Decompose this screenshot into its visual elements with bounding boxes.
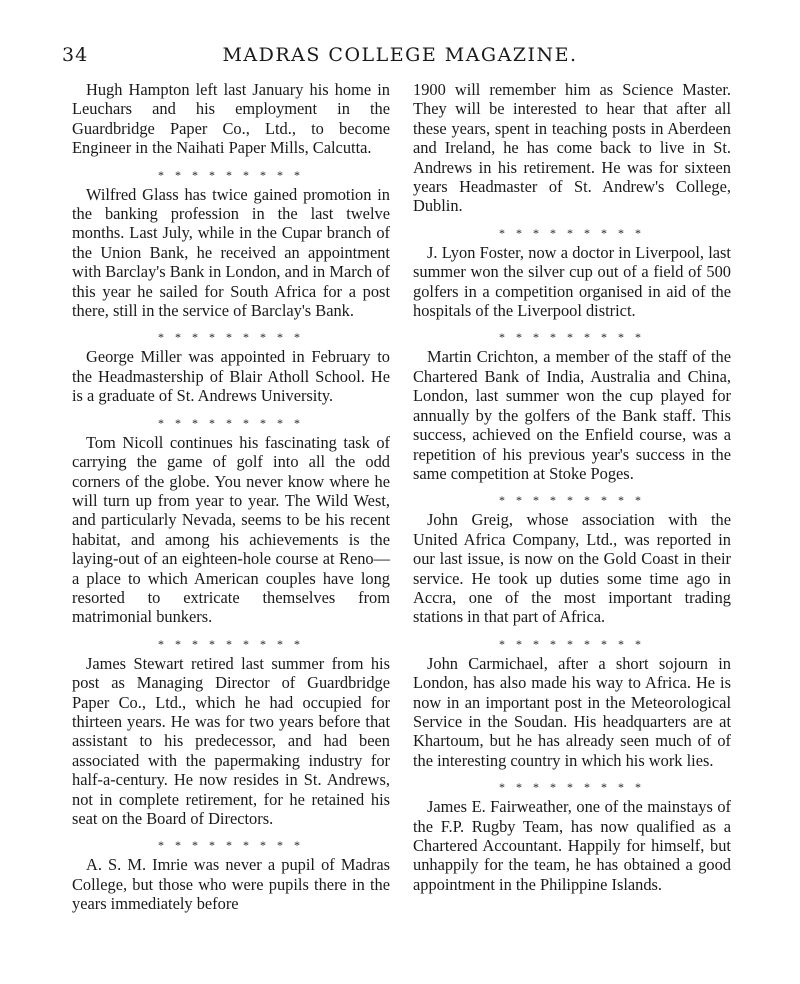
asterisk-divider: * * * * * * * * * xyxy=(158,838,304,853)
asterisk-divider: * * * * * * * * * xyxy=(499,330,645,345)
paragraph-martin-crichton: Martin Crichton, a member of the staff of the Chartered Bank of India, Australia and China, London, last summer won the cup played for annually by the golfers of the Bank staff. This success, achieved on the Enfield course, was a repetition of his previous year's success in the same competition at Stoke Poges. xyxy=(413,347,731,483)
asterisk-divider: * * * * * * * * * xyxy=(499,636,645,651)
paragraph-lyon-foster: J. Lyon Foster, now a doctor in Liverpool, last summer won the silver cup out of a field of 500 golfers in a competition organised in aid of the hospitals of the Liverpool district. xyxy=(413,242,731,321)
paragraph-james-fairweather: James E. Fairweather, one of the mainstays of the F.P. Rugby Team, has now qualified as a Chartered Accountant. Happily for himself, but unhappily for the team, he has obtained a good appointment in the Philippine Islands. xyxy=(413,797,731,894)
running-head-title: MADRAS COLLEGE MAGAZINE. xyxy=(222,44,578,66)
asterisk-divider: * * * * * * * * * xyxy=(499,493,645,508)
paragraph-james-stewart: James Stewart retired last summer from his post as Managing Director of Guardbridge Paper Co., Ltd., which he had occupied for thirteen years. He was for two years before that assistant to his predecessor, and had been associated with the papermaking industry for half-a-century. He now resides in St. Andrews, not in complete retirement, for he retained his seat on the Board of Directors. xyxy=(72,653,390,828)
paragraph-john-carmichael: John Carmichael, after a short sojourn in London, has also made his way to Africa. He is now in an important post in the Meteorological Service in the Soudan. His headquarters are at Khartoum, but he has already seen much of of the interesting country in which his work lies. xyxy=(413,653,731,770)
paragraph-asm-imrie: A. S. M. Imrie was never a pupil of Madras College, but those who were pupils there in the years immediately before xyxy=(72,855,390,914)
asterisk-divider: * * * * * * * * * xyxy=(158,167,304,182)
paragraph-hugh-hampton: Hugh Hampton left last January his home in Leuchars and his employment in the Guardbridge Paper Co., Ltd., to become Engineer in the Naihati Paper Mills, Calcutta. xyxy=(72,80,390,158)
left-column xyxy=(72,80,390,914)
asterisk-divider: * * * * * * * * * xyxy=(499,225,645,240)
paragraph-tom-nicoll: Tom Nicoll continues his fascinating task of carrying the game of golf into all the odd corners of the globe. You never know where he will turn up from year to year. The Wild West, and particularly Nevada, seems to be his recent habitat, and among his achievements is the laying-out of an eighteen-hole course at Reno—a place to which American couples have long resorted to extricate themselves from matrimonial bunkers. xyxy=(72,432,390,627)
right-column xyxy=(413,80,731,894)
asterisk-divider: * * * * * * * * * xyxy=(499,780,645,795)
paragraph-imrie-continued: 1900 will remember him as Science Master. They will be interested to hear that after all these years, spent in teaching posts in Aberdeen and Ireland, he has come back to live in St. Andrews in his retirement. He was for sixteen years Headmaster of St. Andrew's College, Dublin. xyxy=(413,80,731,216)
asterisk-divider: * * * * * * * * * xyxy=(158,415,304,430)
asterisk-divider: * * * * * * * * * xyxy=(158,636,304,651)
paragraph-wilfred-glass: Wilfred Glass has twice gained promotion in the banking profession in the last twelve months. Last July, while in the Cupar branch of the Union Bank, he received an appointment with Barclay's Bank in London, and in March of this year he sailed for South Africa for a post there, still in the service of Barclay's Bank. xyxy=(72,184,390,321)
paragraph-john-greig: John Greig, whose association with the United Africa Company, Ltd., was reported in our last issue, is now on the Gold Coast in their service. He took up duties some time ago in Accra, one of the most important trading stations in that part of Africa. xyxy=(413,510,731,627)
asterisk-divider: * * * * * * * * * xyxy=(158,330,304,345)
paragraph-george-miller: George Miller was appointed in February to the Headmastership of Blair Atholl School. He is a graduate of St. Andrews University. xyxy=(72,347,390,406)
page-number: 34 xyxy=(62,44,89,66)
